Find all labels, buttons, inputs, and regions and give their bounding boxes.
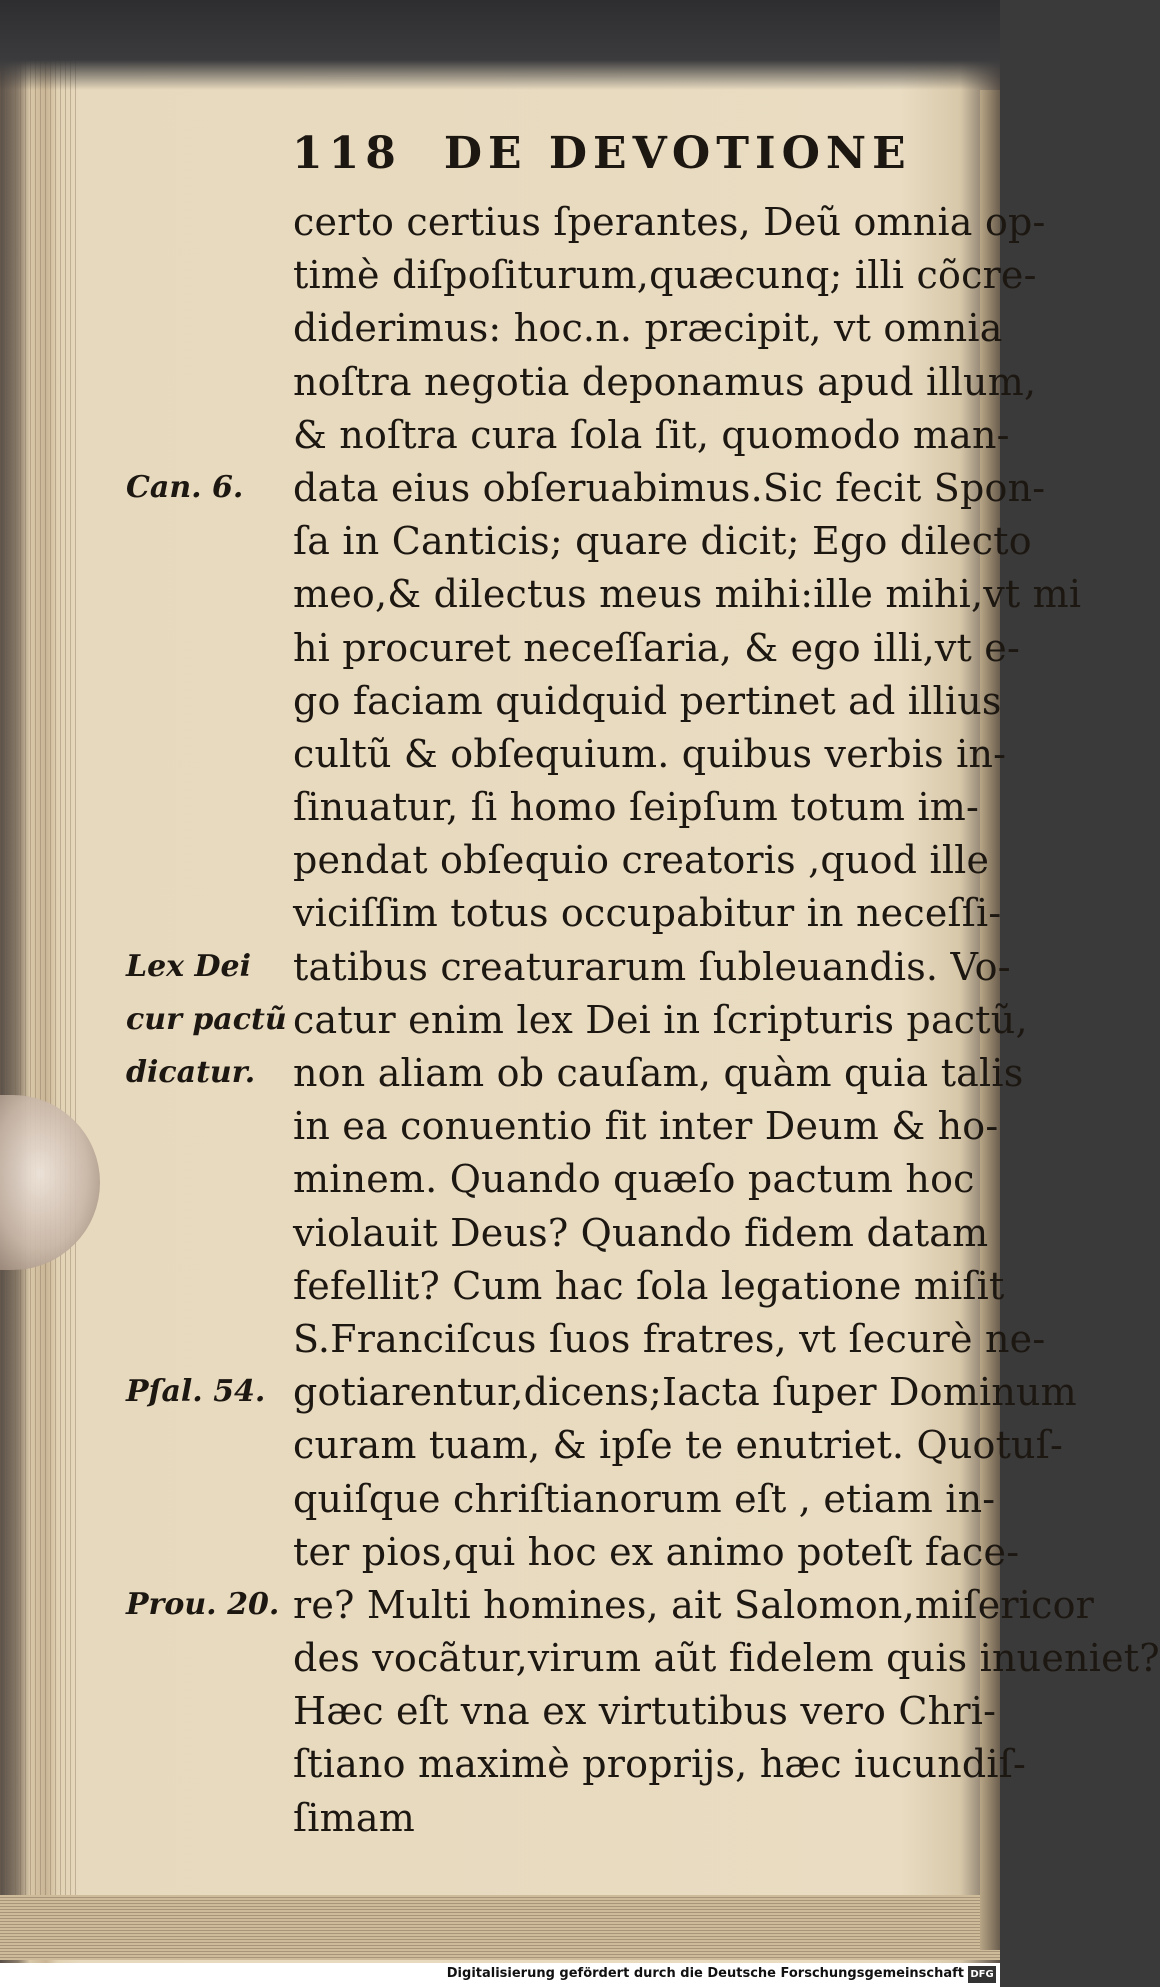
text-line: hi procuret neceſſaria, & ego illi,vt e- — [293, 625, 1020, 670]
text-line: go faciam quidquid pertinet ad illius — [293, 678, 1002, 723]
running-title: DE DEVOTIONE — [443, 128, 912, 179]
margin-note: dicatur. — [126, 1055, 256, 1091]
text-line: in ea conuentio fit inter Deum & ho- — [293, 1104, 999, 1149]
text-line: diderimus: hoc.n. præcipit, vt omnia — [293, 306, 1003, 351]
running-header — [292, 128, 912, 179]
text-line: ſimam — [293, 1795, 415, 1840]
text-line: catur enim lex Dei in ſcripturis pactũ, — [293, 997, 1028, 1042]
text-line: ter pios,qui hoc ex animo poteſt face- — [293, 1529, 1020, 1574]
footer-bar — [0, 1963, 1000, 1987]
text-line: S.Franciſcus ſuos fratres, vt ſecurè ne- — [293, 1316, 1046, 1361]
margin-note: cur pactũ — [126, 1002, 287, 1037]
margin-note: Pſal. 54. — [126, 1374, 266, 1410]
text-line: Hæc eſt vna ex virtutibus vero Chri- — [293, 1689, 997, 1734]
text-line: ſtiano maximè proprijs, hæc iucundiſ- — [293, 1742, 1027, 1787]
text-line: cultũ & obſequium. quibus verbis in- — [293, 731, 1007, 776]
margin-note: Can. 6. — [126, 470, 244, 505]
text-line: viciſſim totus occupabitur in neceſſi- — [293, 891, 1002, 936]
text-line: minem. Quando quæſo pactum hoc — [293, 1157, 975, 1202]
text-line: des vocãtur,virum aũt fidelem quis inueniet? — [293, 1636, 1160, 1681]
dfg-logo: DFG — [968, 1966, 996, 1983]
text-line: ſa in Canticis; quare dicit; Ego dilecto — [293, 519, 1032, 564]
text-line: noſtra negotia deponamus apud illum, — [293, 359, 1037, 404]
text-line: timè diſpoſiturum,quæcunq; illi cõcre- — [293, 253, 1037, 298]
text-line: gotiarentur,dicens;Iacta ſuper Dominum — [293, 1370, 1077, 1415]
page-number: 118 — [292, 128, 402, 179]
body-text — [293, 196, 1160, 1845]
margin-note: Lex Dei — [126, 948, 252, 984]
text-line: curam tuam, & ipſe te enutriet. Quotuſ- — [293, 1423, 1064, 1468]
text-line: meo,& dilectus meus mihi:ille mihi,vt mi — [293, 572, 1082, 617]
text-line: tatibus creaturarum ſubleuandis. Vo- — [293, 944, 1011, 989]
text-line: re? Multi homines, ait Salomon,miſericor — [293, 1582, 1095, 1627]
text-line: violauit Deus? Quando fidem datam — [293, 1210, 989, 1255]
text-line: pendat obſequio creatoris ,quod ille — [293, 838, 990, 883]
footer-credit: Digitalisierung gefördert durch die Deutsche Forschungsgemeinschaft — [446, 1966, 964, 1981]
text-line: ſinuatur, ſi homo ſeipſum totum im- — [293, 785, 980, 830]
margin-note: Prou. 20. — [126, 1587, 280, 1623]
text-line: certo certius ſperantes, Deũ omnia op- — [293, 200, 1046, 244]
text-line: fefellit? Cum hac ſola legatione miſit — [293, 1263, 1005, 1308]
text-line: quiſque chriſtianorum eſt , etiam in- — [293, 1476, 996, 1521]
text-line: & noſtra cura ſola ſit, quomodo man- — [293, 412, 1010, 457]
text-line: non aliam ob cauſam, quàm quia talis — [293, 1051, 1024, 1095]
text-line: data eius obſeruabimus.Sic fecit Spon- — [293, 465, 1046, 510]
